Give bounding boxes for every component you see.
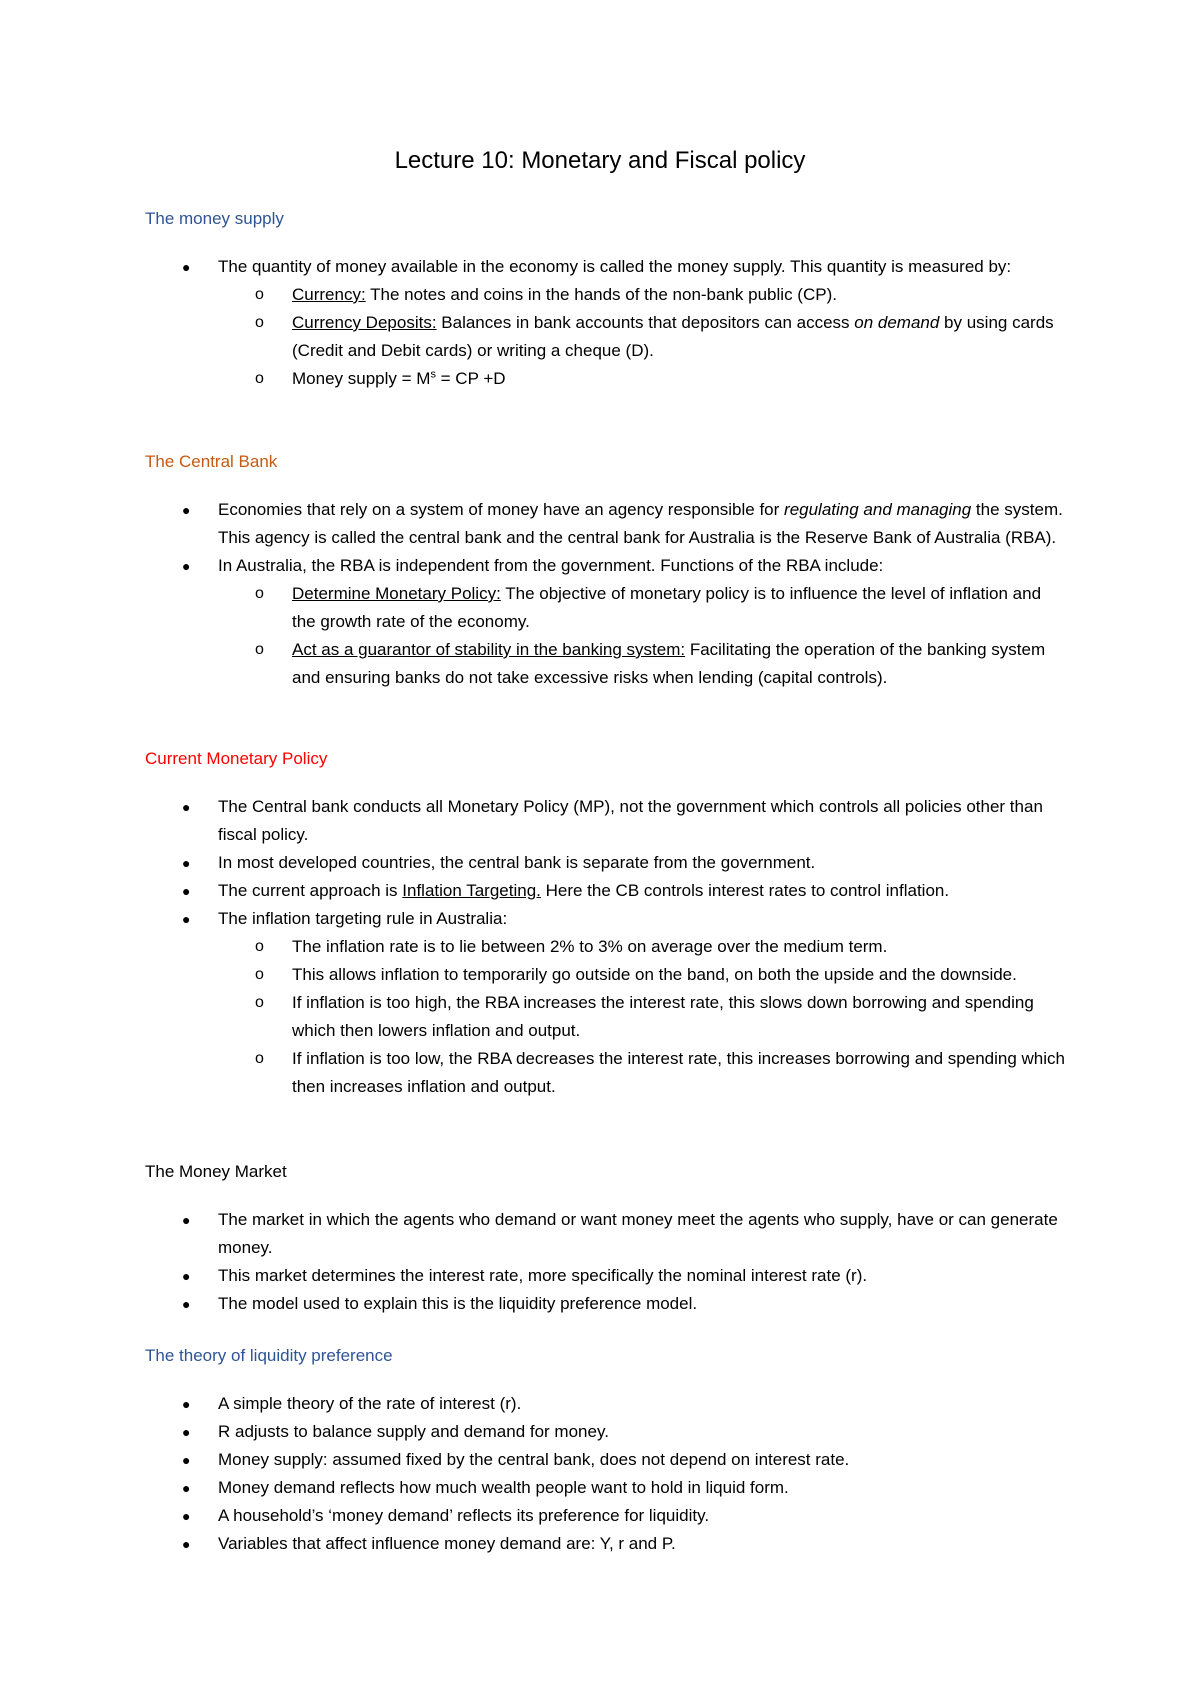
list-item <box>0 253 1068 281</box>
term-label: Determine Monetary Policy: <box>292 584 501 603</box>
list-item-text: The current approach is <box>218 881 403 900</box>
list-item <box>0 905 1068 933</box>
list-item-text: Money demand reflects how much wealth people want to hold in liquid form. <box>218 1478 789 1497</box>
list-item <box>0 989 1068 1045</box>
list-item <box>0 1045 1068 1101</box>
list-item-text: If inflation is too high, the RBA increases the interest rate, this slows down borrowing and spending which then lowers inflation and output. <box>292 993 1034 1040</box>
bullet-icon: ● <box>182 883 191 899</box>
formula-text: Money supply = M <box>292 369 431 388</box>
list-item <box>0 1502 1068 1530</box>
list-item <box>0 1390 1068 1418</box>
list-item-text: This allows inflation to temporarily go outside on the band, on both the upside and the downside. <box>292 965 1017 984</box>
bullet-icon: ● <box>182 1268 191 1284</box>
list-money-supply <box>0 253 1200 393</box>
emphasis-text: on demand <box>854 313 940 332</box>
list-money-market <box>0 1206 1200 1318</box>
list-item <box>0 636 1068 692</box>
list-item <box>0 1446 1068 1474</box>
list-item <box>0 1530 1068 1558</box>
emphasis-text: regulating and managing <box>784 500 972 519</box>
list-item <box>0 309 1068 365</box>
circle-bullet-icon: o <box>255 966 264 983</box>
list-item-text: In most developed countries, the central bank is separate from the government. <box>218 853 816 872</box>
term-label: Act as a guarantor of stability in the banking system: <box>292 640 686 659</box>
list-item-text: Here the CB controls interest rates to control inflation. <box>540 881 950 900</box>
section-heading-current-monetary-policy: Current Monetary Policy <box>145 749 328 768</box>
section-heading-central-bank: The Central Bank <box>145 452 278 471</box>
list-item-text: the system. This agency is called the central bank and the central bank for Australia is the Reserve Bank of Australia (RBA). <box>218 500 1063 547</box>
list-item-text: Facilitating the operation of the banking system and ensuring banks do not take excessive risks when lending (capital controls). <box>292 640 1046 687</box>
bullet-icon: ● <box>182 1396 191 1412</box>
list-item-text: This market determines the interest rate, more specifically the nominal interest rate (r). <box>218 1266 868 1285</box>
formula-superscript: s <box>430 368 436 381</box>
list-item-text: The Central bank conducts all Monetary Policy (MP), not the government which controls all policies other than fiscal policy. <box>218 797 1043 844</box>
bullet-icon: ● <box>182 855 191 871</box>
circle-bullet-icon: o <box>255 585 264 602</box>
section-heading-liquidity-preference: The theory of liquidity preference <box>145 1346 393 1365</box>
term-label: Inflation Targeting. <box>402 881 541 900</box>
list-item <box>0 365 1068 393</box>
bullet-icon: ● <box>182 799 191 815</box>
list-item <box>0 1290 1068 1318</box>
bullet-icon: ● <box>182 259 191 275</box>
bullet-icon: ● <box>182 1480 191 1496</box>
list-current-monetary-policy <box>0 793 1200 1101</box>
circle-bullet-icon: o <box>255 314 264 331</box>
circle-bullet-icon: o <box>255 370 264 387</box>
list-item <box>0 1206 1068 1262</box>
list-item-text: by using cards (Credit and Debit cards) or writing a cheque (D). <box>292 313 1054 360</box>
bullet-icon: ● <box>182 1212 191 1228</box>
list-item <box>0 1262 1068 1290</box>
circle-bullet-icon: o <box>255 641 264 658</box>
list-item-text: The inflation rate is to lie between 2% to 3% on average over the medium term. <box>292 937 888 956</box>
bullet-icon: ● <box>182 1508 191 1524</box>
list-item-text: The inflation targeting rule in Australia: <box>218 909 508 928</box>
list-item-text: Balances in bank accounts that depositors can access <box>436 313 855 332</box>
list-item-text: In Australia, the RBA is independent from the government. Functions of the RBA include: <box>218 556 884 575</box>
formula-text: = CP +D <box>435 369 506 388</box>
list-item <box>0 933 1068 961</box>
bullet-icon: ● <box>182 558 191 574</box>
list-item-text: The quantity of money available in the economy is called the money supply. This quantity is measured by: <box>218 257 1012 276</box>
list-item <box>0 793 1068 849</box>
list-item-text: If inflation is too low, the RBA decreases the interest rate, this increases borrowing and spending which then increases inflation and output. <box>292 1049 1065 1096</box>
list-item-text: Variables that affect influence money demand are: Y, r and P. <box>218 1534 676 1553</box>
list-item-text: R adjusts to balance supply and demand for money. <box>218 1422 609 1441</box>
list-item-text: Money supply: assumed fixed by the central bank, does not depend on interest rate. <box>218 1450 850 1469</box>
list-item <box>0 552 1068 580</box>
list-item-text: Economies that rely on a system of money have an agency responsible for <box>218 500 785 519</box>
bullet-icon: ● <box>182 1424 191 1440</box>
page-title: Lecture 10: Monetary and Fiscal policy <box>394 147 806 174</box>
list-item-text: The notes and coins in the hands of the non-bank public (CP). <box>365 285 837 304</box>
section-heading-money-supply: The money supply <box>145 209 284 228</box>
term-label: Currency: <box>292 285 366 304</box>
list-item-text: The model used to explain this is the liquidity preference model. <box>218 1294 698 1313</box>
list-item <box>0 281 1068 309</box>
list-item-text: A household’s ‘money demand’ reflects its preference for liquidity. <box>218 1506 710 1525</box>
list-item <box>0 849 1068 877</box>
list-item <box>0 496 1068 552</box>
list-item-text: The objective of monetary policy is to influence the level of inflation and the growth rate of the economy. <box>292 584 1042 631</box>
list-item-text: A simple theory of the rate of interest (r). <box>218 1394 522 1413</box>
bullet-icon: ● <box>182 502 191 518</box>
list-item <box>0 1474 1068 1502</box>
bullet-icon: ● <box>182 1452 191 1468</box>
list-item <box>0 1418 1068 1446</box>
list-item <box>0 961 1068 989</box>
circle-bullet-icon: o <box>255 286 264 303</box>
circle-bullet-icon: o <box>255 994 264 1011</box>
list-item <box>0 580 1068 636</box>
list-liquidity-preference <box>0 1390 1200 1558</box>
circle-bullet-icon: o <box>255 938 264 955</box>
bullet-icon: ● <box>182 1296 191 1312</box>
list-central-bank <box>0 496 1200 692</box>
bullet-icon: ● <box>182 1536 191 1552</box>
circle-bullet-icon: o <box>255 1050 264 1067</box>
list-item-text: The market in which the agents who demand or want money meet the agents who supply, have or can generate money. <box>218 1210 1058 1257</box>
term-label: Currency Deposits: <box>292 313 437 332</box>
bullet-icon: ● <box>182 911 191 927</box>
list-item <box>0 877 1068 905</box>
section-heading-money-market: The Money Market <box>145 1162 287 1181</box>
